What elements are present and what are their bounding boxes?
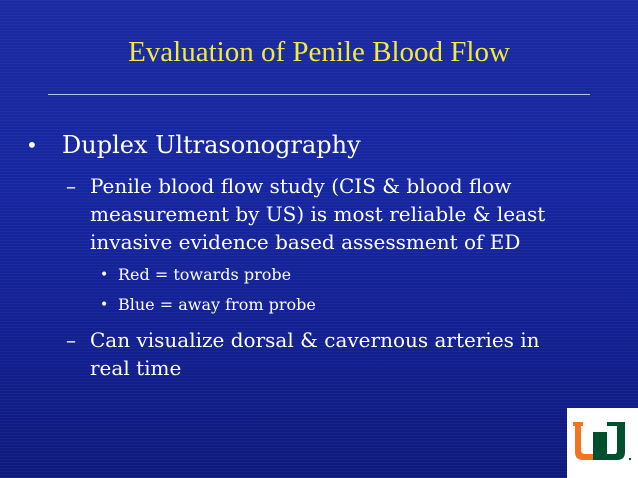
sub-bullet-line: real time (90, 356, 182, 380)
bullet-text: Duplex Ultrasonography (62, 131, 361, 159)
sub-bullet-line: measurement by US) is most reliable & least (90, 202, 546, 226)
bullet-icon: • (100, 297, 109, 313)
slide-title: Evaluation of Penile Blood Flow (128, 36, 510, 68)
sub-bullet-line: Can visualize dorsal & cavernous arteries in (90, 328, 540, 352)
university-logo (567, 408, 638, 478)
u-logo-icon (573, 422, 633, 462)
title-divider (48, 94, 590, 95)
sub-bullet-text (90, 172, 590, 256)
dash-icon: – (66, 328, 76, 352)
sub-sub-bullet-text: Blue = away from probe (118, 295, 316, 314)
sub-bullet-line: Penile blood flow study (CIS & blood flow (90, 174, 512, 198)
sub-sub-bullet-text: Red = towards probe (118, 265, 292, 284)
sub-bullet-line: invasive evidence based assessment of ED (90, 230, 521, 254)
bullet-icon: • (26, 133, 38, 157)
dash-icon: – (66, 174, 76, 198)
sub-bullet-text (90, 326, 590, 382)
bullet-icon: • (100, 267, 109, 283)
